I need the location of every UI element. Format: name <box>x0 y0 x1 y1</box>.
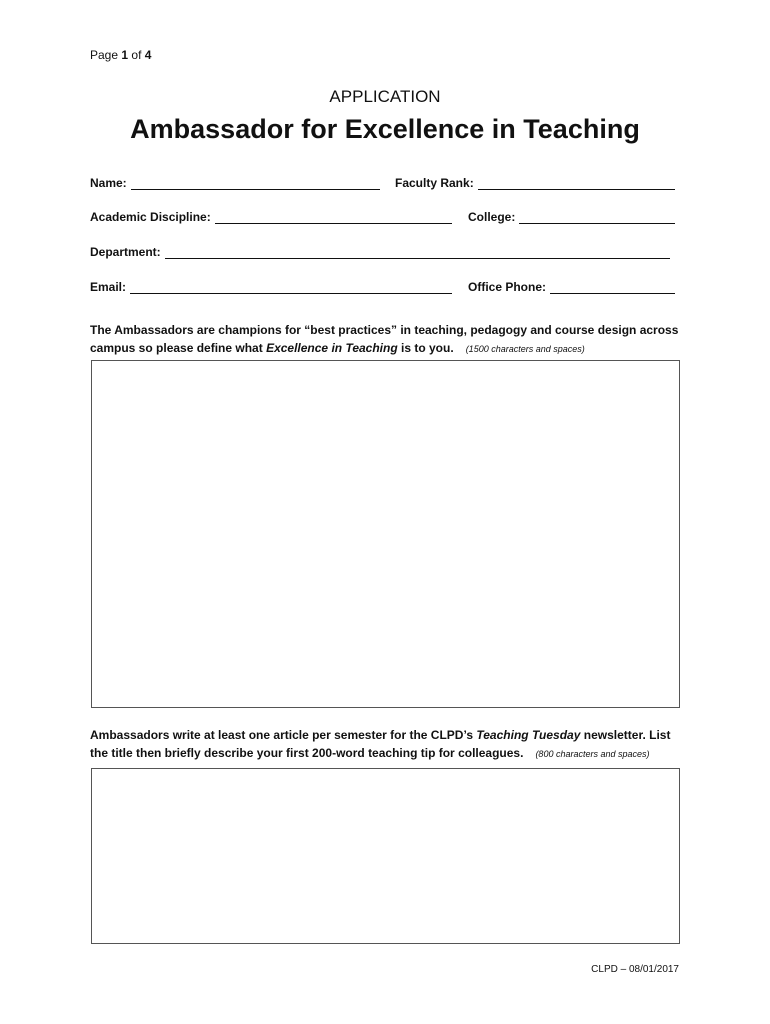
office-phone-label: Office Phone: <box>468 280 547 294</box>
page-title: Ambassador for Excellence in Teaching <box>130 114 640 144</box>
department-label: Department: <box>90 245 161 259</box>
total-pages: 4 <box>144 48 152 62</box>
email-input-line[interactable] <box>130 280 452 294</box>
question-1-emphasis: Excellence in Teaching <box>266 341 398 355</box>
faculty-rank-label: Faculty Rank: <box>395 176 474 190</box>
office-phone-input-line[interactable] <box>550 280 675 294</box>
college-field[interactable] <box>468 210 675 224</box>
email-field[interactable] <box>90 280 452 294</box>
department-field[interactable] <box>90 245 670 259</box>
college-input-line[interactable] <box>519 210 675 224</box>
answer-box-excellence[interactable] <box>91 360 680 708</box>
academic-discipline-field[interactable] <box>90 210 452 224</box>
name-field[interactable] <box>90 176 380 190</box>
footer-revision: CLPD – 08/01/2017 <box>591 964 679 975</box>
question-2-limit-note: (800 characters and spaces) <box>535 749 650 759</box>
current-page: 1 <box>121 48 129 62</box>
college-label: College: <box>468 210 516 224</box>
faculty-rank-field[interactable] <box>395 176 675 190</box>
department-input-line[interactable] <box>165 245 670 259</box>
question-2-emphasis: Teaching Tuesday <box>476 728 581 742</box>
academic-discipline-input-line[interactable] <box>215 210 452 224</box>
page-number: Page 1 of 4 <box>90 48 152 62</box>
name-label: Name: <box>90 176 127 190</box>
application-label: APPLICATION <box>329 87 441 106</box>
faculty-rank-input-line[interactable] <box>478 176 675 190</box>
answer-box-teaching-tip[interactable] <box>91 768 680 944</box>
question-1-limit-note: (1500 characters and spaces) <box>465 344 585 354</box>
question-1-text: The Ambassadors are champions for “best practices” in teaching, pedagogy and course design across campus so please define what Excellence in Teaching is to you. (1500 characters and spaces) <box>90 323 679 355</box>
academic-discipline-label: Academic Discipline: <box>90 210 211 224</box>
question-2-text: Ambassadors write at least one article per semester for the CLPD’s Teaching Tuesday newsletter. List the title then briefly describe your first 200-word teaching tip for colleagues. (800 characters and spaces) <box>90 728 671 760</box>
email-label: Email: <box>90 280 127 294</box>
office-phone-field[interactable] <box>468 280 675 294</box>
name-input-line[interactable] <box>131 176 380 190</box>
